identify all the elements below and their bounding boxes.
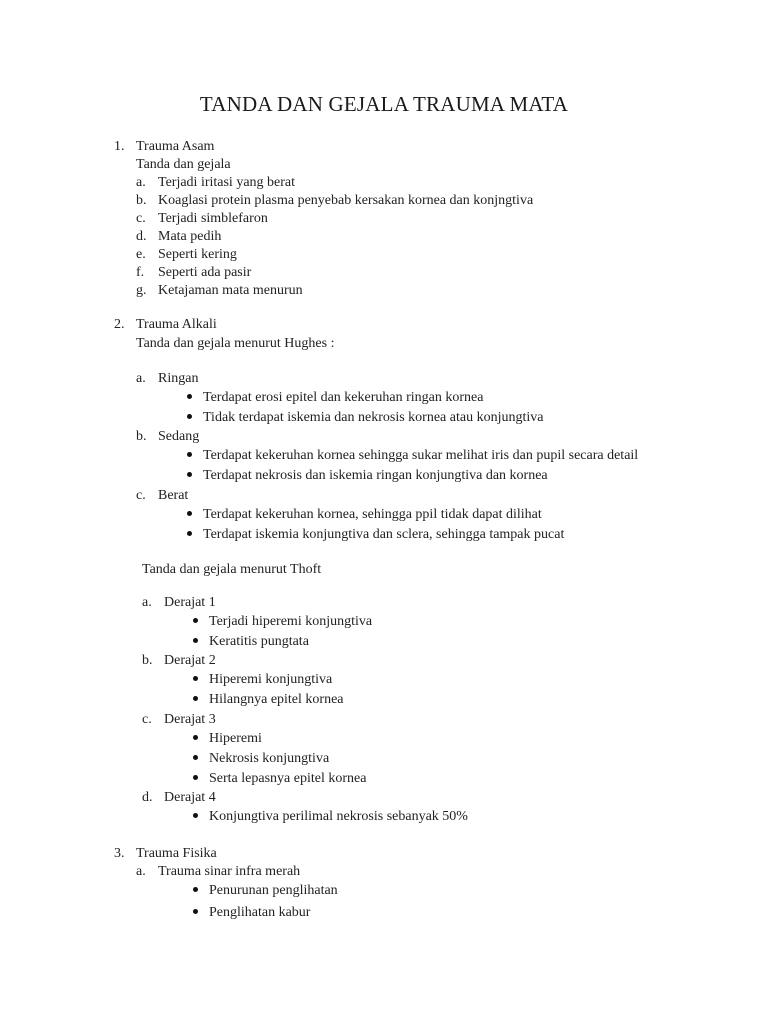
bullet-icon [193,813,198,818]
bullet-item: Hiperemi konjungtiva [209,672,333,687]
bullet-icon [193,755,198,760]
bullet-icon [187,452,192,457]
bullet-icon [187,531,192,536]
bullet-icon [187,394,192,399]
bullet-item: Nekrosis konjungtiva [209,751,330,766]
bullet-item: Terdapat kekeruhan kornea, sehingga ppil tidak dapat dilihat [203,507,542,522]
bullet-item: Penglihatan kabur [209,905,311,920]
list-item: Seperti ada pasir [158,265,252,280]
list-marker: d. [142,790,153,805]
bullet-item: Penurunan penglihatan [209,883,338,898]
list-item: Sedang [158,429,200,444]
list-marker: a. [136,175,146,190]
section-heading: Trauma Asam [136,139,215,154]
bullet-icon [193,775,198,780]
bullet-icon [193,696,198,701]
list-marker: f. [136,265,145,280]
list-marker: e. [136,247,146,262]
list-marker: a. [142,595,152,610]
bullet-item: Tidak terdapat iskemia dan nekrosis kornea atau konjungtiva [203,410,544,425]
bullet-icon [193,638,198,643]
list-item: Berat [158,488,189,503]
list-marker: a. [136,371,146,386]
section-number: 2. [114,317,125,332]
bullet-item: Keratitis pungtata [209,634,309,649]
list-item: Derajat 4 [164,790,216,805]
list-item: Terjadi simblefaron [158,211,268,226]
section-subheading: Tanda dan gejala [136,157,231,172]
bullet-icon [193,909,198,914]
list-marker: b. [142,653,153,668]
section-subheading: Tanda dan gejala menurut Hughes : [136,336,335,351]
list-item: Derajat 1 [164,595,216,610]
section-number: 1. [114,139,125,154]
list-item: Derajat 3 [164,712,216,727]
bullet-item: Konjungtiva perilimal nekrosis sebanyak 50% [209,809,468,824]
list-marker: d. [136,229,147,244]
list-marker: c. [136,488,146,503]
list-item: Derajat 2 [164,653,216,668]
list-item: Mata pedih [158,229,222,244]
bullet-item: Hiperemi [209,731,262,746]
list-item: Ketajaman mata menurun [158,283,303,298]
section-heading: Trauma Alkali [136,317,217,332]
list-marker: b. [136,193,147,208]
bullet-item: Serta lepasnya epitel kornea [209,771,367,786]
bullet-item: Terdapat kekeruhan kornea sehingga sukar melihat iris dan pupil secara detail [203,448,639,463]
bullet-item: Terdapat erosi epitel dan kekeruhan ringan kornea [203,390,484,405]
list-marker: g. [136,283,147,298]
bullet-item: Terjadi hiperemi konjungtiva [209,614,373,629]
list-item: Seperti kering [158,247,237,262]
section-subheading: Tanda dan gejala menurut Thoft [142,562,322,577]
bullet-icon [187,511,192,516]
bullet-icon [193,618,198,623]
bullet-item: Hilangnya epitel kornea [209,692,344,707]
list-item: Koaglasi protein plasma penyebab kersakan kornea dan konjngtiva [158,193,534,208]
list-marker: a. [136,864,146,879]
list-marker: b. [136,429,147,444]
bullet-icon [187,472,192,477]
section-number: 3. [114,846,125,861]
bullet-icon [193,735,198,740]
list-marker: c. [142,712,152,727]
bullet-item: Terdapat nekrosis dan iskemia ringan konjungtiva dan kornea [203,468,548,483]
bullet-icon [187,414,192,419]
document-title: TANDA DAN GEJALA TRAUMA MATA [199,92,569,116]
bullet-icon [193,887,198,892]
list-marker: c. [136,211,146,226]
list-item: Trauma sinar infra merah [158,864,301,879]
list-item: Terjadi iritasi yang berat [158,175,296,190]
section-heading: Trauma Fisika [136,846,217,861]
bullet-item: Terdapat iskemia konjungtiva dan sclera, sehingga tampak pucat [203,527,565,542]
bullet-icon [193,676,198,681]
list-item: Ringan [158,371,199,386]
